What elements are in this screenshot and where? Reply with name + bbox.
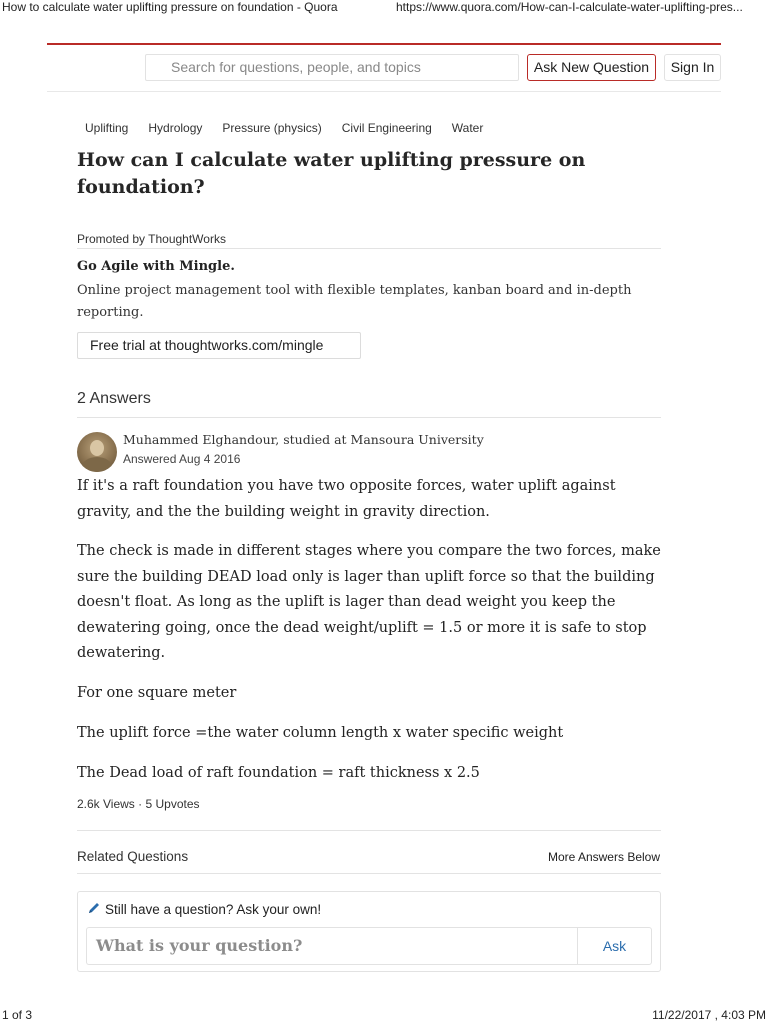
- print-url: https://www.quora.com/How-can-I-calculate-water-uplifting-pres...: [396, 0, 743, 14]
- question-input[interactable]: What is your question?: [86, 927, 578, 965]
- search-input[interactable]: Search for questions, people, and topics: [145, 54, 519, 81]
- answer-date[interactable]: Answered Aug 4 2016: [123, 452, 241, 466]
- answer-stats[interactable]: 2.6k Views · 5 Upvotes: [77, 797, 200, 811]
- answer-paragraph: The check is made in different stages where you compare the two forces, make sure the building DEAD load only is lager than uplift force so that the building doesn't float. As long as the uplift is lager than dead weight you keep the dewatering going, once the dead weight/uplift = 1.5 or more it is safe to stop dewatering.: [77, 543, 661, 661]
- print-page-title: How to calculate water uplifting pressure on foundation - Quora: [2, 0, 338, 14]
- author-name[interactable]: Muhammed Elghandour, studied at Mansoura University: [123, 432, 484, 447]
- answer-paragraph: If it's a raft foundation you have two opposite forces, water uplift against gravity, and the the building weight in gravity direction.: [77, 478, 616, 520]
- related-divider: [77, 873, 661, 874]
- ask-button[interactable]: Ask: [577, 927, 652, 965]
- print-timestamp: 11/22/2017 , 4:03 PM: [652, 1008, 766, 1022]
- pencil-icon: [86, 900, 102, 916]
- answers-count: 2 Answers: [77, 390, 151, 407]
- answers-divider: [77, 417, 661, 418]
- header-divider: [47, 91, 721, 92]
- question-title: How can I calculate water uplifting pressure on foundation?: [77, 149, 586, 198]
- topic-list: [85, 121, 503, 135]
- print-page-number: 1 of 3: [2, 1008, 33, 1022]
- answer-paragraph: For one square meter: [77, 685, 237, 701]
- promo-title[interactable]: Go Agile with Mingle.: [77, 259, 235, 274]
- promo-label: Promoted by ThoughtWorks: [77, 232, 226, 246]
- topic-uplifting[interactable]: Uplifting: [85, 121, 129, 135]
- promo-body: Online project management tool with flexible templates, kanban board and in-depth reporting.: [77, 283, 632, 320]
- topic-hydrology[interactable]: Hydrology: [148, 121, 203, 135]
- topic-civil-engineering[interactable]: Civil Engineering: [341, 121, 432, 135]
- answer-paragraph: The Dead load of raft foundation = raft thickness x 2.5: [77, 765, 480, 781]
- ask-prompt: Still have a question? Ask your own!: [105, 902, 322, 917]
- more-answers-link[interactable]: More Answers Below: [547, 850, 660, 864]
- topic-water[interactable]: Water: [451, 121, 484, 135]
- brand-rule: [47, 43, 721, 45]
- answer-paragraph: The uplift force =the water column length x water specific weight: [77, 725, 564, 741]
- sign-in-button[interactable]: Sign In: [664, 54, 721, 81]
- promo-divider: [77, 248, 661, 249]
- free-trial-button[interactable]: Free trial at thoughtworks.com/mingle: [77, 332, 361, 359]
- ask-new-question-button[interactable]: Ask New Question: [527, 54, 656, 81]
- avatar[interactable]: [77, 432, 117, 472]
- answer-divider: [77, 830, 661, 831]
- topic-pressure-physics[interactable]: Pressure (physics): [222, 121, 322, 135]
- related-questions-label: Related Questions: [77, 849, 189, 864]
